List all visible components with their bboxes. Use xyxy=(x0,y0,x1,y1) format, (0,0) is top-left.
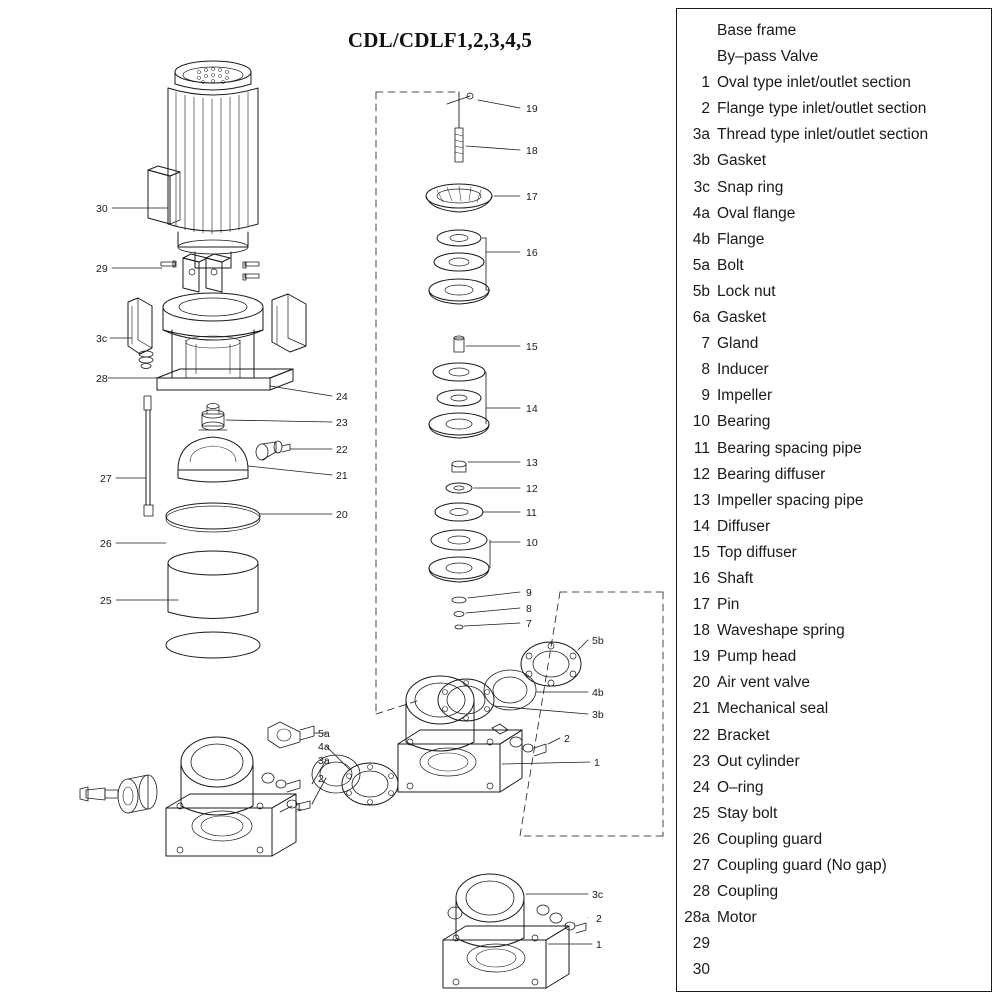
legend-item-label: Thread type inlet/outlet section xyxy=(717,126,929,144)
callout-labels xyxy=(96,103,604,951)
legend-item-label: Impeller spacing pipe xyxy=(717,491,864,509)
callout-15: 15 xyxy=(526,341,538,353)
callout-3c: 3c xyxy=(96,333,108,345)
callout-13: 13 xyxy=(526,457,538,469)
callout-17: 17 xyxy=(526,191,538,203)
legend-item-number: 17 xyxy=(692,596,710,614)
legend-item-number: 14 xyxy=(692,517,710,535)
callout-9: 9 xyxy=(526,587,532,599)
shaft-stage-column xyxy=(426,92,492,629)
legend-item-label: Gasket xyxy=(717,152,767,170)
legend-item-number: 21 xyxy=(692,700,710,718)
callout-3b: 3b xyxy=(592,709,604,721)
callout-2-left: 2 xyxy=(318,773,324,785)
legend-item-label: Bearing xyxy=(717,413,771,431)
legend-item-label: Bolt xyxy=(717,256,744,274)
legend-item-number: 20 xyxy=(692,674,710,692)
legend-item-number: 3c xyxy=(693,178,710,196)
legend-item-number: 4b xyxy=(692,230,710,248)
callout-19: 19 xyxy=(526,103,538,115)
legend-item-label: Pin xyxy=(717,596,740,614)
callout-1-bottom: 1 xyxy=(596,939,602,951)
legend-item-number: 26 xyxy=(692,830,710,848)
legend-item-label: Inducer xyxy=(717,361,769,379)
bracket-assembly xyxy=(128,293,306,390)
legend-item-number: 11 xyxy=(693,439,710,457)
legend-item-label: Gland xyxy=(717,335,759,353)
callout-30: 30 xyxy=(96,203,108,215)
parts-legend-list xyxy=(677,9,991,983)
callout-27: 27 xyxy=(100,473,112,485)
page-title: CDL/CDLF1,2,3,4,5 xyxy=(347,28,533,52)
callout-4a: 4a xyxy=(318,741,330,753)
legend-item-number: 18 xyxy=(692,622,710,640)
legend-row xyxy=(677,540,991,566)
legend-row xyxy=(677,331,991,357)
legend-item-label: By–pass Valve xyxy=(717,48,819,66)
legend-item-label: Gasket xyxy=(717,309,767,327)
legend-row xyxy=(677,514,991,540)
legend-row xyxy=(677,775,991,801)
coupling-assembly xyxy=(161,254,259,292)
legend-row xyxy=(677,175,991,201)
callout-22: 22 xyxy=(336,444,348,456)
legend-item-label: Impeller xyxy=(717,387,773,405)
legend-item-label: Lock nut xyxy=(717,282,776,300)
legend-row xyxy=(677,122,991,148)
callout-5a: 5a xyxy=(318,728,330,740)
legend-item-label: Bearing spacing pipe xyxy=(717,439,862,457)
callout-5b: 5b xyxy=(592,635,604,647)
legend-row xyxy=(677,644,991,670)
legend-row xyxy=(677,44,991,70)
legend-row xyxy=(677,253,991,279)
legend-item-label: Oval flange xyxy=(717,204,796,222)
flange-assembly-left xyxy=(80,722,398,856)
legend-item-label: Bracket xyxy=(717,726,770,744)
legend-item-label: O–ring xyxy=(717,778,764,796)
group-guides xyxy=(376,92,663,836)
legend-item-number: 10 xyxy=(692,413,710,431)
legend-item-number: 22 xyxy=(692,726,710,744)
callout-4b: 4b xyxy=(592,687,604,699)
callout-14: 14 xyxy=(526,403,538,415)
legend-item-label: Flange type inlet/outlet section xyxy=(717,100,927,118)
callout-16: 16 xyxy=(526,247,538,259)
legend-row xyxy=(677,488,991,514)
legend-row xyxy=(677,305,991,331)
callout-23: 23 xyxy=(336,417,348,429)
motor-assembly xyxy=(148,61,258,268)
legend-item-number: 12 xyxy=(692,465,710,483)
callout-3c-bottom: 3c xyxy=(592,889,604,901)
legend-item-number: 27 xyxy=(692,857,710,874)
out-cylinder xyxy=(166,551,260,658)
stay-bolt xyxy=(144,396,153,516)
legend-item-number: 8 xyxy=(701,361,710,379)
callout-12: 12 xyxy=(526,483,538,495)
legend-row xyxy=(677,566,991,592)
callout-26: 26 xyxy=(100,538,112,550)
callout-2-mid: 2 xyxy=(564,733,570,745)
legend-item-label: Shaft xyxy=(717,569,754,587)
legend-row xyxy=(677,201,991,227)
legend-item-number: 28 xyxy=(692,883,710,901)
legend-item-label: Motor xyxy=(717,909,757,927)
legend-item-number: 1 xyxy=(701,74,710,92)
callout-28: 28 xyxy=(96,373,108,385)
legend-row xyxy=(677,827,991,853)
callout-2-bottom: 2 xyxy=(596,913,602,925)
legend-row xyxy=(677,618,991,644)
callout-11: 11 xyxy=(526,507,537,519)
legend-item-number: 7 xyxy=(701,335,710,353)
legend-row xyxy=(677,436,991,462)
callout-24: 24 xyxy=(336,391,348,403)
callout-7: 7 xyxy=(526,618,532,630)
legend-row xyxy=(677,853,991,879)
callout-1-left: 1 xyxy=(296,801,302,813)
callout-8: 8 xyxy=(526,603,532,615)
callout-20: 20 xyxy=(336,509,348,521)
legend-row xyxy=(677,696,991,722)
legend-item-label: Out cylinder xyxy=(717,752,800,770)
flange-assembly-bottom xyxy=(443,874,586,988)
legend-item-number: 3a xyxy=(692,126,710,144)
legend-row xyxy=(677,749,991,775)
callout-21: 21 xyxy=(336,470,348,482)
legend-item-number: 19 xyxy=(692,648,710,666)
legend-item-label: Bearing diffuser xyxy=(717,465,826,483)
legend-item-number: 15 xyxy=(692,543,710,561)
legend-item-number: 28a xyxy=(684,909,710,927)
legend-row xyxy=(677,409,991,435)
legend-item-label: Base frame xyxy=(717,22,797,39)
legend-item-label: Oval type inlet/outlet section xyxy=(717,74,911,92)
legend-item-label: Snap ring xyxy=(717,178,784,196)
legend-row xyxy=(677,357,991,383)
legend-row xyxy=(677,227,991,253)
legend-item-label: Air vent valve xyxy=(717,674,811,692)
legend-row xyxy=(677,383,991,409)
o-ring xyxy=(166,503,260,532)
callout-10: 10 xyxy=(526,537,538,549)
flange-assembly-mid xyxy=(398,642,581,792)
callout-25: 25 xyxy=(100,595,112,607)
legend-item-label: Coupling guard (No gap) xyxy=(717,857,887,874)
legend-row xyxy=(677,96,991,122)
legend-item-label: Mechanical seal xyxy=(717,700,829,718)
legend-item-label: Top diffuser xyxy=(717,543,797,561)
callout-leaders xyxy=(108,100,592,944)
legend-item-label: Waveshape spring xyxy=(717,622,845,640)
legend-row xyxy=(677,723,991,749)
callout-29: 29 xyxy=(96,263,108,275)
legend-item-label: Stay bolt xyxy=(717,804,778,822)
legend-item-label: Coupling guard xyxy=(717,830,823,848)
mechanical-seal-assembly xyxy=(178,404,290,483)
legend-item-number: 4a xyxy=(692,204,710,222)
legend-row xyxy=(677,18,991,44)
legend-item-label: Pump head xyxy=(717,648,797,666)
legend-item-number: 5b xyxy=(692,282,710,300)
callout-3a: 3a xyxy=(318,755,330,767)
legend-row xyxy=(677,905,991,931)
callout-18: 18 xyxy=(526,145,538,157)
legend-row xyxy=(677,931,991,957)
legend-item-number: 30 xyxy=(692,961,710,979)
legend-row xyxy=(677,70,991,96)
legend-item-number: 9 xyxy=(701,387,710,405)
parts-legend-panel xyxy=(676,8,992,992)
legend-row xyxy=(677,879,991,905)
legend-item-number: 5a xyxy=(692,256,710,274)
legend-row xyxy=(677,462,991,488)
legend-item-number: 23 xyxy=(692,752,710,770)
legend-item-number: 24 xyxy=(692,778,710,796)
legend-row xyxy=(677,279,991,305)
legend-item-number: 2 xyxy=(701,100,710,118)
legend-item-number: 25 xyxy=(692,804,710,822)
legend-row xyxy=(677,148,991,174)
callout-1-mid: 1 xyxy=(594,757,600,769)
legend-row xyxy=(677,670,991,696)
legend-row xyxy=(677,957,991,983)
legend-item-number: 3b xyxy=(692,152,710,170)
legend-item-label: Diffuser xyxy=(717,517,771,535)
legend-row xyxy=(677,592,991,618)
legend-item-number: 6a xyxy=(692,309,710,327)
legend-row xyxy=(677,801,991,827)
legend-item-number: 13 xyxy=(692,491,710,509)
legend-item-number: 16 xyxy=(692,569,710,587)
legend-item-number: 29 xyxy=(692,935,710,953)
legend-item-label: Coupling xyxy=(717,883,779,901)
legend-item-label: Flange xyxy=(717,230,765,248)
